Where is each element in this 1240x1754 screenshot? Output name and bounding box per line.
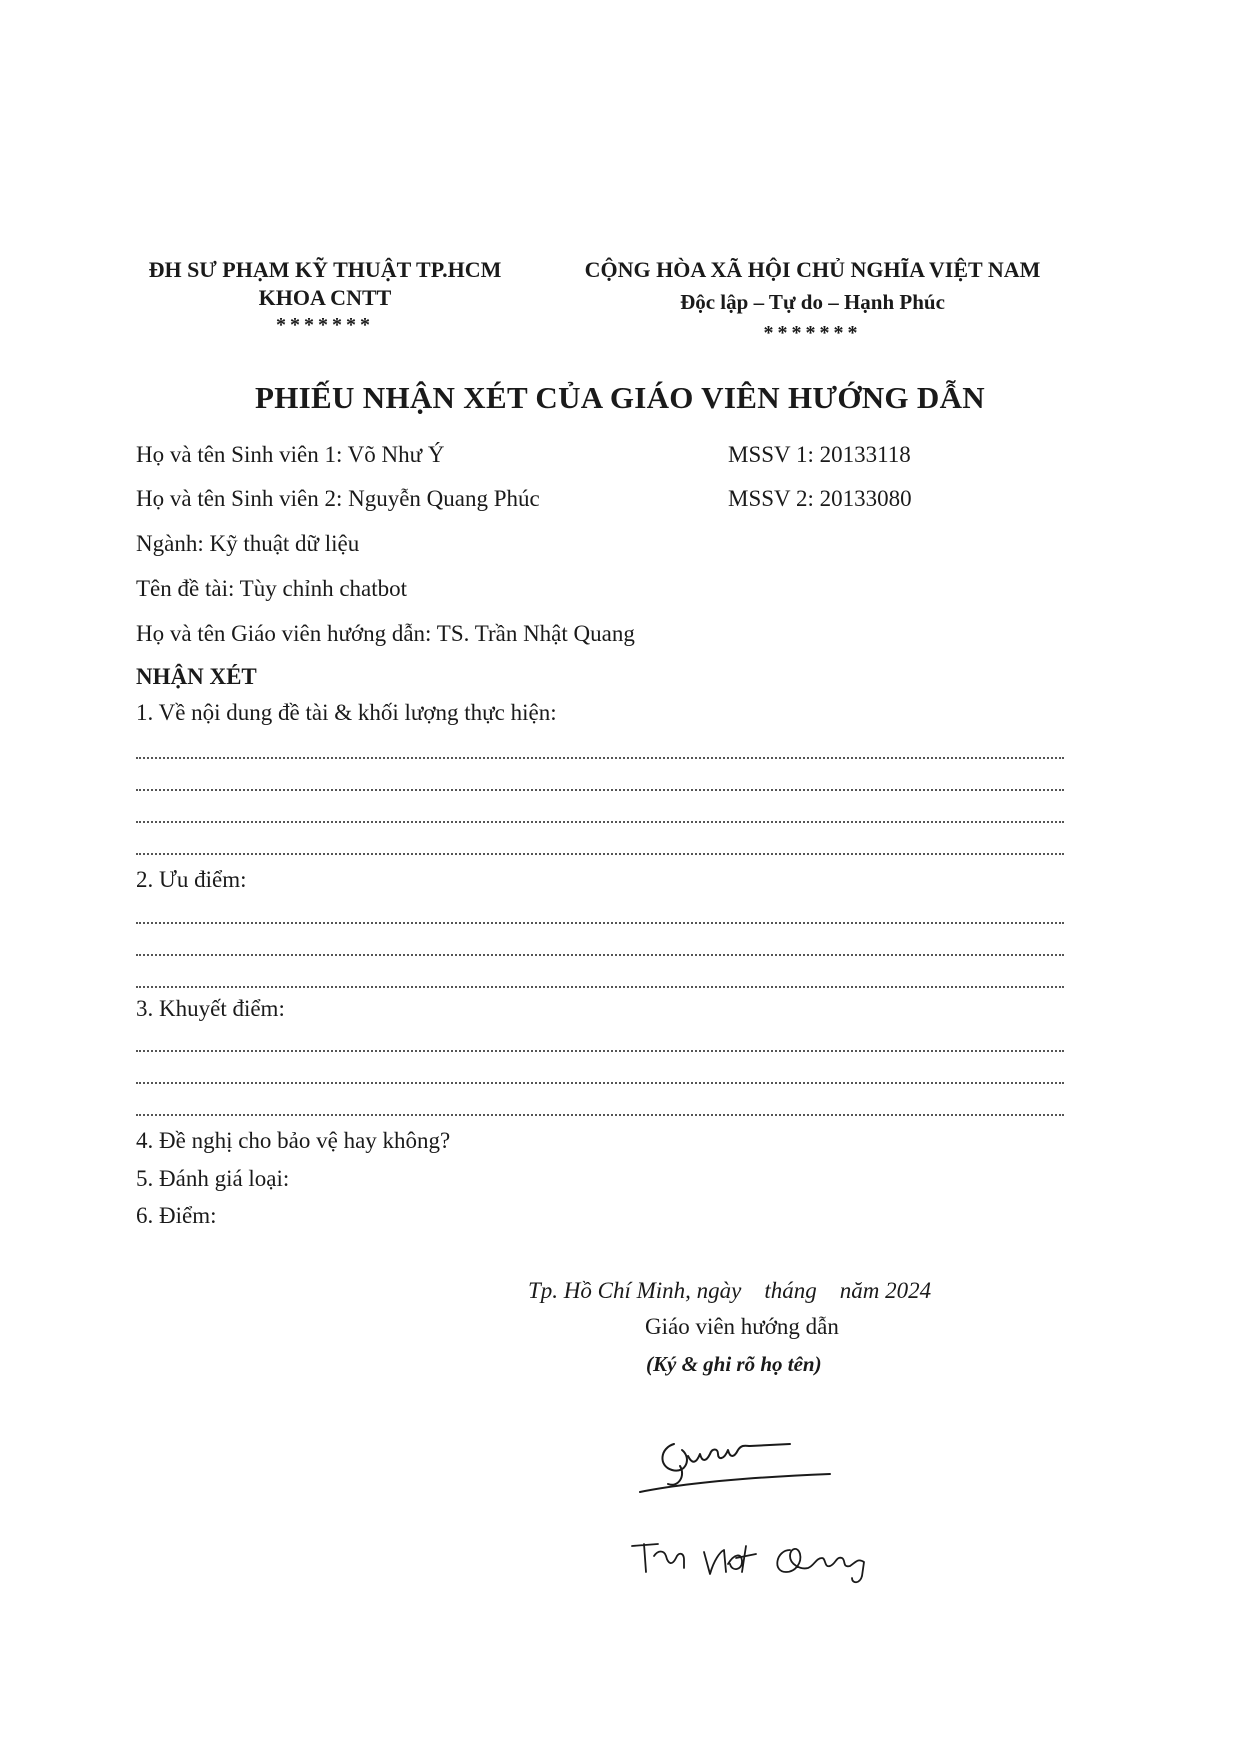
answer-line[interactable] (136, 986, 1064, 988)
national-title: CỘNG HÒA XÃ HỘI CHỦ NGHĨA VIỆT NAM (584, 257, 1041, 282)
page-title: PHIẾU NHẬN XÉT CỦA GIÁO VIÊN HƯỚNG DẪN (255, 380, 985, 415)
sign-note: (Ký & ghi rõ họ tên) (646, 1352, 822, 1376)
answer-line[interactable] (136, 853, 1064, 855)
national-motto: Độc lập – Tự do – Hạnh Phúc (680, 290, 945, 314)
signature-stroke (654, 1552, 684, 1569)
answer-line[interactable] (136, 954, 1064, 956)
answer-line[interactable] (136, 922, 1064, 924)
student1-line: Họ và tên Sinh viên 1: Võ Như Ý (136, 442, 445, 467)
signature-stroke (632, 1544, 658, 1572)
left-stars: ******* (276, 314, 374, 336)
signature-stroke (728, 1546, 756, 1572)
answer-line[interactable] (136, 757, 1064, 759)
university-name: ĐH SƯ PHẠM KỸ THUẬT TP.HCM (148, 257, 502, 282)
right-stars: ******* (763, 322, 862, 344)
advisor-line: Họ và tên Giáo viên hướng dẫn: TS. Trần Nhật Quang (136, 621, 635, 646)
student2-line: Họ và tên Sinh viên 2: Nguyễn Quang Phúc (136, 486, 540, 511)
answer-line[interactable] (136, 1050, 1064, 1052)
comment-item-4: 4. Đề nghị cho bảo vệ hay không? (136, 1128, 451, 1153)
signature-stroke (688, 1444, 790, 1462)
mssv1-line: MSSV 1: 20133118 (728, 442, 911, 467)
answer-line[interactable] (136, 1082, 1064, 1084)
signature-stroke (662, 1444, 687, 1471)
handwritten-signature (620, 1418, 920, 1618)
comment-item-3: 3. Khuyết điểm: (136, 996, 285, 1021)
answer-line[interactable] (136, 821, 1064, 823)
faculty-name: KHOA CNTT (258, 285, 392, 310)
place-date: Tp. Hồ Chí Minh, ngày tháng năm 2024 (528, 1278, 932, 1303)
advisor-role: Giáo viên hướng dẫn (645, 1314, 839, 1339)
comments-heading: NHẬN XÉT (136, 664, 257, 689)
signature-stroke (777, 1549, 864, 1582)
comment-item-5: 5. Đánh giá loại: (136, 1166, 290, 1191)
answer-line[interactable] (136, 789, 1064, 791)
topic-line: Tên đề tài: Tùy chỉnh chatbot (136, 576, 408, 601)
major-line: Ngành: Kỹ thuật dữ liệu (136, 531, 360, 556)
signature-stroke (704, 1550, 726, 1574)
comment-item-6: 6. Điểm: (136, 1203, 217, 1228)
answer-line[interactable] (136, 1114, 1064, 1116)
signature-stroke (640, 1474, 830, 1492)
comment-item-2: 2. Ưu điểm: (136, 867, 247, 892)
comment-item-1: 1. Về nội dung đề tài & khối lượng thực hiện: (136, 700, 557, 725)
mssv2-line: MSSV 2: 20133080 (728, 486, 912, 511)
